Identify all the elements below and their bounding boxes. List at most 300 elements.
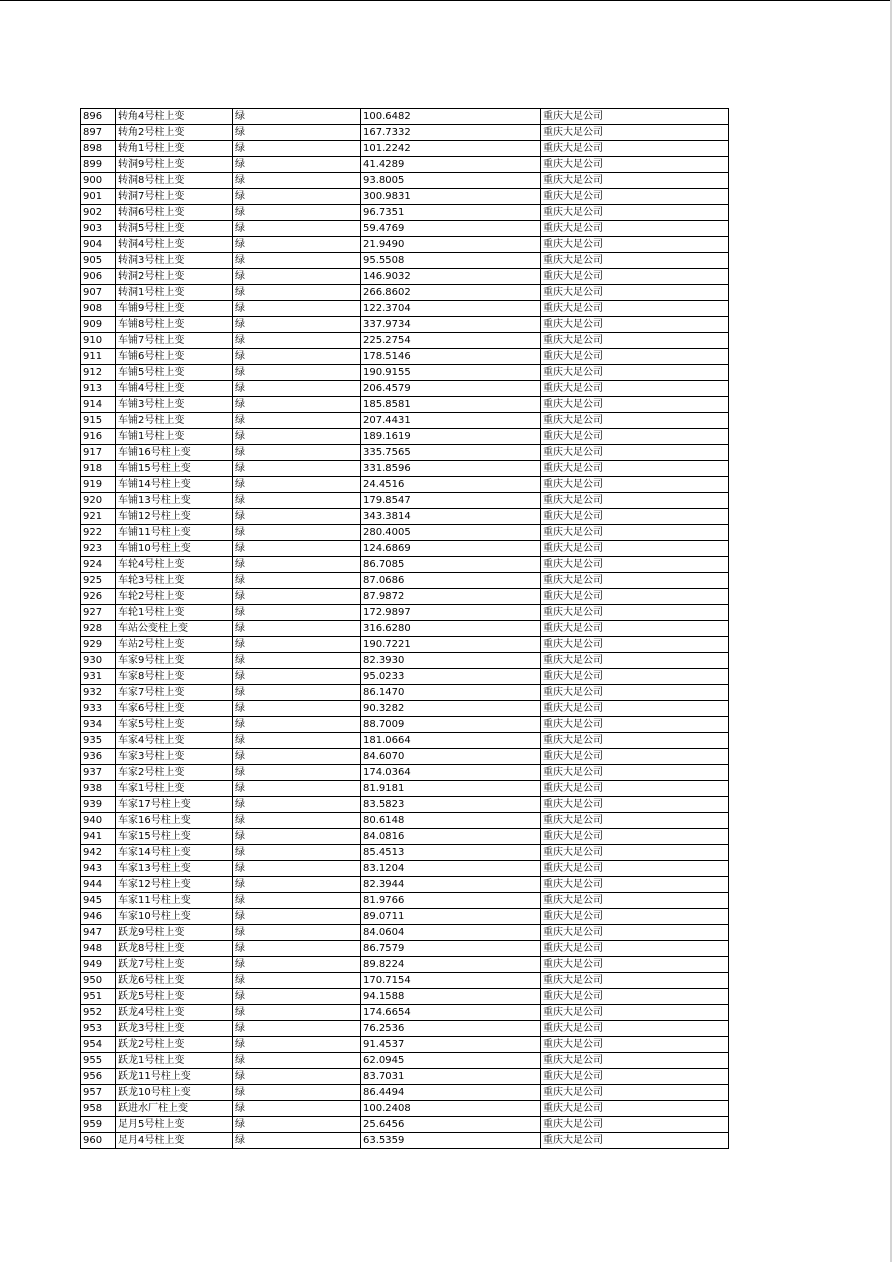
- transformer-name-cell: 跃龙3号柱上变: [116, 1021, 233, 1037]
- value-cell: 170.7154: [361, 973, 541, 989]
- company-cell: 重庆大足公司: [541, 701, 729, 717]
- transformer-name-cell: 车站公变柱上变: [116, 621, 233, 637]
- value-cell: 96.7351: [361, 205, 541, 221]
- company-cell: 重庆大足公司: [541, 397, 729, 413]
- transformer-name-cell: 车铺11号柱上变: [116, 525, 233, 541]
- table-row: [81, 125, 729, 141]
- company-cell: 重庆大足公司: [541, 1021, 729, 1037]
- company-cell: 重庆大足公司: [541, 781, 729, 797]
- table-row: [81, 781, 729, 797]
- value-cell: 95.0233: [361, 669, 541, 685]
- transformer-name-cell: 跃龙2号柱上变: [116, 1037, 233, 1053]
- value-cell: 89.8224: [361, 957, 541, 973]
- row-number-cell: 907: [81, 285, 116, 301]
- row-number-cell: 933: [81, 701, 116, 717]
- company-cell: 重庆大足公司: [541, 861, 729, 877]
- table-row: [81, 813, 729, 829]
- status-level-cell: 绿: [233, 909, 361, 925]
- company-cell: 重庆大足公司: [541, 301, 729, 317]
- value-cell: 82.3930: [361, 653, 541, 669]
- status-level-cell: 绿: [233, 173, 361, 189]
- table-row: [81, 701, 729, 717]
- company-cell: 重庆大足公司: [541, 333, 729, 349]
- company-cell: 重庆大足公司: [541, 461, 729, 477]
- value-cell: 124.6869: [361, 541, 541, 557]
- value-cell: 94.1588: [361, 989, 541, 1005]
- table-row: [81, 157, 729, 173]
- status-level-cell: 绿: [233, 749, 361, 765]
- table-row: [81, 909, 729, 925]
- transformer-name-cell: 车铺4号柱上变: [116, 381, 233, 397]
- table-row: [81, 349, 729, 365]
- row-number-cell: 938: [81, 781, 116, 797]
- value-cell: 62.0945: [361, 1053, 541, 1069]
- row-number-cell: 959: [81, 1117, 116, 1133]
- row-number-cell: 909: [81, 317, 116, 333]
- transformer-name-cell: 车站2号柱上变: [116, 637, 233, 653]
- transformer-name-cell: 车铺15号柱上变: [116, 461, 233, 477]
- value-cell: 84.0604: [361, 925, 541, 941]
- table-row: [81, 589, 729, 605]
- transformer-name-cell: 车铺16号柱上变: [116, 445, 233, 461]
- table-row: [81, 1021, 729, 1037]
- status-level-cell: 绿: [233, 589, 361, 605]
- row-number-cell: 951: [81, 989, 116, 1005]
- value-cell: 86.4494: [361, 1085, 541, 1101]
- status-level-cell: 绿: [233, 717, 361, 733]
- company-cell: 重庆大足公司: [541, 589, 729, 605]
- company-cell: 重庆大足公司: [541, 1085, 729, 1101]
- transformer-name-cell: 跃龙11号柱上变: [116, 1069, 233, 1085]
- transformer-name-cell: 车家2号柱上变: [116, 765, 233, 781]
- company-cell: 重庆大足公司: [541, 269, 729, 285]
- status-level-cell: 绿: [233, 349, 361, 365]
- transformer-name-cell: 车铺9号柱上变: [116, 301, 233, 317]
- transformer-name-cell: 车家16号柱上变: [116, 813, 233, 829]
- value-cell: 86.1470: [361, 685, 541, 701]
- value-cell: 190.9155: [361, 365, 541, 381]
- status-level-cell: 绿: [233, 109, 361, 125]
- value-cell: 86.7579: [361, 941, 541, 957]
- table-row: [81, 1005, 729, 1021]
- company-cell: 重庆大足公司: [541, 349, 729, 365]
- row-number-cell: 899: [81, 157, 116, 173]
- transformer-name-cell: 转洞7号柱上变: [116, 189, 233, 205]
- table-row: [81, 109, 729, 125]
- table-row: [81, 1133, 729, 1149]
- status-level-cell: 绿: [233, 813, 361, 829]
- status-level-cell: 绿: [233, 493, 361, 509]
- transformer-name-cell: 转洞9号柱上变: [116, 157, 233, 173]
- transformer-name-cell: 转洞6号柱上变: [116, 205, 233, 221]
- company-cell: 重庆大足公司: [541, 221, 729, 237]
- row-number-cell: 949: [81, 957, 116, 973]
- status-level-cell: 绿: [233, 365, 361, 381]
- company-cell: 重庆大足公司: [541, 381, 729, 397]
- table-row: [81, 141, 729, 157]
- value-cell: 225.2754: [361, 333, 541, 349]
- row-number-cell: 917: [81, 445, 116, 461]
- table-row: [81, 269, 729, 285]
- row-number-cell: 911: [81, 349, 116, 365]
- status-level-cell: 绿: [233, 557, 361, 573]
- transformer-name-cell: 跃龙8号柱上变: [116, 941, 233, 957]
- transformer-name-cell: 跃龙9号柱上变: [116, 925, 233, 941]
- status-level-cell: 绿: [233, 1005, 361, 1021]
- row-number-cell: 930: [81, 653, 116, 669]
- status-level-cell: 绿: [233, 237, 361, 253]
- transformer-name-cell: 车家3号柱上变: [116, 749, 233, 765]
- row-number-cell: 902: [81, 205, 116, 221]
- status-level-cell: 绿: [233, 253, 361, 269]
- table-row: [81, 893, 729, 909]
- status-level-cell: 绿: [233, 925, 361, 941]
- status-level-cell: 绿: [233, 861, 361, 877]
- row-number-cell: 926: [81, 589, 116, 605]
- value-cell: 100.6482: [361, 109, 541, 125]
- table-row: [81, 1069, 729, 1085]
- status-level-cell: 绿: [233, 573, 361, 589]
- value-cell: 190.7221: [361, 637, 541, 653]
- transformer-name-cell: 车家14号柱上变: [116, 845, 233, 861]
- company-cell: 重庆大足公司: [541, 285, 729, 301]
- page-top-border: [0, 0, 892, 1]
- company-cell: 重庆大足公司: [541, 813, 729, 829]
- table-row: [81, 957, 729, 973]
- table-row: [81, 765, 729, 781]
- value-cell: 181.0664: [361, 733, 541, 749]
- status-level-cell: 绿: [233, 1085, 361, 1101]
- value-cell: 87.0686: [361, 573, 541, 589]
- value-cell: 21.9490: [361, 237, 541, 253]
- transformer-name-cell: 足月4号柱上变: [116, 1133, 233, 1149]
- status-level-cell: 绿: [233, 125, 361, 141]
- table-row: [81, 861, 729, 877]
- row-number-cell: 900: [81, 173, 116, 189]
- transformer-name-cell: 车轮1号柱上变: [116, 605, 233, 621]
- table-row: [81, 1101, 729, 1117]
- value-cell: 80.6148: [361, 813, 541, 829]
- table-row: [81, 445, 729, 461]
- status-level-cell: 绿: [233, 1053, 361, 1069]
- company-cell: 重庆大足公司: [541, 1053, 729, 1069]
- row-number-cell: 915: [81, 413, 116, 429]
- transformer-name-cell: 转角4号柱上变: [116, 109, 233, 125]
- status-level-cell: 绿: [233, 877, 361, 893]
- table-row: [81, 605, 729, 621]
- table-row: [81, 653, 729, 669]
- company-cell: 重庆大足公司: [541, 797, 729, 813]
- table-row: [81, 285, 729, 301]
- row-number-cell: 921: [81, 509, 116, 525]
- transformer-name-cell: 车铺12号柱上变: [116, 509, 233, 525]
- row-number-cell: 932: [81, 685, 116, 701]
- status-level-cell: 绿: [233, 221, 361, 237]
- company-cell: 重庆大足公司: [541, 365, 729, 381]
- table-row: [81, 461, 729, 477]
- status-level-cell: 绿: [233, 781, 361, 797]
- transformer-name-cell: 车铺14号柱上变: [116, 477, 233, 493]
- company-cell: 重庆大足公司: [541, 413, 729, 429]
- row-number-cell: 953: [81, 1021, 116, 1037]
- status-level-cell: 绿: [233, 765, 361, 781]
- status-level-cell: 绿: [233, 893, 361, 909]
- transformer-name-cell: 车家6号柱上变: [116, 701, 233, 717]
- row-number-cell: 934: [81, 717, 116, 733]
- table-row: [81, 973, 729, 989]
- table-row: [81, 381, 729, 397]
- company-cell: 重庆大足公司: [541, 765, 729, 781]
- company-cell: 重庆大足公司: [541, 557, 729, 573]
- table-row: [81, 221, 729, 237]
- value-cell: 83.7031: [361, 1069, 541, 1085]
- value-cell: 90.3282: [361, 701, 541, 717]
- row-number-cell: 940: [81, 813, 116, 829]
- table-row: [81, 877, 729, 893]
- row-number-cell: 898: [81, 141, 116, 157]
- row-number-cell: 943: [81, 861, 116, 877]
- row-number-cell: 939: [81, 797, 116, 813]
- value-cell: 83.1204: [361, 861, 541, 877]
- value-cell: 83.5823: [361, 797, 541, 813]
- transformer-name-cell: 转洞3号柱上变: [116, 253, 233, 269]
- status-level-cell: 绿: [233, 301, 361, 317]
- value-cell: 88.7009: [361, 717, 541, 733]
- company-cell: 重庆大足公司: [541, 637, 729, 653]
- status-level-cell: 绿: [233, 941, 361, 957]
- company-cell: 重庆大足公司: [541, 141, 729, 157]
- transformer-name-cell: 跃进水厂柱上变: [116, 1101, 233, 1117]
- row-number-cell: 920: [81, 493, 116, 509]
- value-cell: 93.8005: [361, 173, 541, 189]
- transformer-name-cell: 车家12号柱上变: [116, 877, 233, 893]
- transformer-name-cell: 车铺6号柱上变: [116, 349, 233, 365]
- transformer-name-cell: 车铺8号柱上变: [116, 317, 233, 333]
- table-row: [81, 573, 729, 589]
- value-cell: 122.3704: [361, 301, 541, 317]
- value-cell: 335.7565: [361, 445, 541, 461]
- company-cell: 重庆大足公司: [541, 909, 729, 925]
- row-number-cell: 916: [81, 429, 116, 445]
- row-number-cell: 919: [81, 477, 116, 493]
- row-number-cell: 925: [81, 573, 116, 589]
- company-cell: 重庆大足公司: [541, 717, 729, 733]
- transformer-name-cell: 车轮3号柱上变: [116, 573, 233, 589]
- table-row: [81, 509, 729, 525]
- company-cell: 重庆大足公司: [541, 445, 729, 461]
- status-level-cell: 绿: [233, 333, 361, 349]
- table-row: [81, 525, 729, 541]
- row-number-cell: 912: [81, 365, 116, 381]
- value-cell: 343.3814: [361, 509, 541, 525]
- company-cell: 重庆大足公司: [541, 605, 729, 621]
- value-cell: 179.8547: [361, 493, 541, 509]
- value-cell: 24.4516: [361, 477, 541, 493]
- value-cell: 178.5146: [361, 349, 541, 365]
- row-number-cell: 897: [81, 125, 116, 141]
- row-number-cell: 941: [81, 829, 116, 845]
- company-cell: 重庆大足公司: [541, 573, 729, 589]
- table-row: [81, 685, 729, 701]
- status-level-cell: 绿: [233, 477, 361, 493]
- status-level-cell: 绿: [233, 269, 361, 285]
- table-row: [81, 253, 729, 269]
- table-row: [81, 1053, 729, 1069]
- transformer-name-cell: 车铺7号柱上变: [116, 333, 233, 349]
- value-cell: 84.6070: [361, 749, 541, 765]
- value-cell: 91.4537: [361, 1037, 541, 1053]
- row-number-cell: 936: [81, 749, 116, 765]
- table-row: [81, 925, 729, 941]
- row-number-cell: 914: [81, 397, 116, 413]
- value-cell: 146.9032: [361, 269, 541, 285]
- table-row: [81, 669, 729, 685]
- table-row: [81, 477, 729, 493]
- row-number-cell: 908: [81, 301, 116, 317]
- status-level-cell: 绿: [233, 1133, 361, 1149]
- table-row: [81, 189, 729, 205]
- status-level-cell: 绿: [233, 285, 361, 301]
- transformer-name-cell: 车铺13号柱上变: [116, 493, 233, 509]
- company-cell: 重庆大足公司: [541, 157, 729, 173]
- row-number-cell: 942: [81, 845, 116, 861]
- status-level-cell: 绿: [233, 525, 361, 541]
- table-row: [81, 1085, 729, 1101]
- status-level-cell: 绿: [233, 1069, 361, 1085]
- row-number-cell: 947: [81, 925, 116, 941]
- table-row: [81, 637, 729, 653]
- transformer-name-cell: 转角2号柱上变: [116, 125, 233, 141]
- value-cell: 300.9831: [361, 189, 541, 205]
- row-number-cell: 922: [81, 525, 116, 541]
- value-cell: 101.2242: [361, 141, 541, 157]
- value-cell: 316.6280: [361, 621, 541, 637]
- company-cell: 重庆大足公司: [541, 525, 729, 541]
- row-number-cell: 923: [81, 541, 116, 557]
- row-number-cell: 950: [81, 973, 116, 989]
- company-cell: 重庆大足公司: [541, 1101, 729, 1117]
- table-row: [81, 541, 729, 557]
- transformer-name-cell: 车家15号柱上变: [116, 829, 233, 845]
- transformer-name-cell: 足月5号柱上变: [116, 1117, 233, 1133]
- value-cell: 331.8596: [361, 461, 541, 477]
- status-level-cell: 绿: [233, 1021, 361, 1037]
- status-level-cell: 绿: [233, 189, 361, 205]
- transformer-name-cell: 车轮2号柱上变: [116, 589, 233, 605]
- value-cell: 85.4513: [361, 845, 541, 861]
- company-cell: 重庆大足公司: [541, 237, 729, 253]
- status-level-cell: 绿: [233, 397, 361, 413]
- transformer-name-cell: 车家13号柱上变: [116, 861, 233, 877]
- row-number-cell: 910: [81, 333, 116, 349]
- row-number-cell: 931: [81, 669, 116, 685]
- transformer-name-cell: 跃龙10号柱上变: [116, 1085, 233, 1101]
- table-row: [81, 941, 729, 957]
- table-row: [81, 797, 729, 813]
- table-row: [81, 1117, 729, 1133]
- company-cell: 重庆大足公司: [541, 205, 729, 221]
- row-number-cell: 946: [81, 909, 116, 925]
- status-level-cell: 绿: [233, 541, 361, 557]
- transformer-name-cell: 车家5号柱上变: [116, 717, 233, 733]
- row-number-cell: 955: [81, 1053, 116, 1069]
- value-cell: 81.9181: [361, 781, 541, 797]
- status-level-cell: 绿: [233, 141, 361, 157]
- row-number-cell: 901: [81, 189, 116, 205]
- table-row: [81, 205, 729, 221]
- transformer-name-cell: 车家9号柱上变: [116, 653, 233, 669]
- value-cell: 266.8602: [361, 285, 541, 301]
- status-level-cell: 绿: [233, 845, 361, 861]
- row-number-cell: 952: [81, 1005, 116, 1021]
- table-row: [81, 1037, 729, 1053]
- transformer-name-cell: 车家4号柱上变: [116, 733, 233, 749]
- table-row: [81, 237, 729, 253]
- status-level-cell: 绿: [233, 461, 361, 477]
- company-cell: 重庆大足公司: [541, 845, 729, 861]
- row-number-cell: 924: [81, 557, 116, 573]
- row-number-cell: 928: [81, 621, 116, 637]
- table-row: [81, 333, 729, 349]
- transformer-name-cell: 转洞4号柱上变: [116, 237, 233, 253]
- company-cell: 重庆大足公司: [541, 493, 729, 509]
- value-cell: 280.4005: [361, 525, 541, 541]
- status-level-cell: 绿: [233, 205, 361, 221]
- transformer-name-cell: 转洞1号柱上变: [116, 285, 233, 301]
- status-level-cell: 绿: [233, 1037, 361, 1053]
- transformer-name-cell: 跃龙4号柱上变: [116, 1005, 233, 1021]
- transformer-name-cell: 转洞2号柱上变: [116, 269, 233, 285]
- table-row: [81, 429, 729, 445]
- status-level-cell: 绿: [233, 829, 361, 845]
- company-cell: 重庆大足公司: [541, 989, 729, 1005]
- company-cell: 重庆大足公司: [541, 253, 729, 269]
- value-cell: 174.0364: [361, 765, 541, 781]
- table-row: [81, 829, 729, 845]
- company-cell: 重庆大足公司: [541, 1133, 729, 1149]
- transformer-name-cell: 车铺1号柱上变: [116, 429, 233, 445]
- status-level-cell: 绿: [233, 797, 361, 813]
- row-number-cell: 927: [81, 605, 116, 621]
- company-cell: 重庆大足公司: [541, 109, 729, 125]
- value-cell: 167.7332: [361, 125, 541, 141]
- transformer-name-cell: 车家7号柱上变: [116, 685, 233, 701]
- transformer-name-cell: 车家10号柱上变: [116, 909, 233, 925]
- table-row: [81, 557, 729, 573]
- row-number-cell: 935: [81, 733, 116, 749]
- status-level-cell: 绿: [233, 1101, 361, 1117]
- row-number-cell: 958: [81, 1101, 116, 1117]
- company-cell: 重庆大足公司: [541, 429, 729, 445]
- status-level-cell: 绿: [233, 509, 361, 525]
- value-cell: 82.3944: [361, 877, 541, 893]
- status-level-cell: 绿: [233, 445, 361, 461]
- value-cell: 185.8581: [361, 397, 541, 413]
- company-cell: 重庆大足公司: [541, 877, 729, 893]
- company-cell: 重庆大足公司: [541, 621, 729, 637]
- status-level-cell: 绿: [233, 957, 361, 973]
- company-cell: 重庆大足公司: [541, 1037, 729, 1053]
- company-cell: 重庆大足公司: [541, 957, 729, 973]
- value-cell: 207.4431: [361, 413, 541, 429]
- value-cell: 86.7085: [361, 557, 541, 573]
- transformer-name-cell: 车家1号柱上变: [116, 781, 233, 797]
- company-cell: 重庆大足公司: [541, 1117, 729, 1133]
- status-level-cell: 绿: [233, 605, 361, 621]
- value-cell: 41.4289: [361, 157, 541, 173]
- company-cell: 重庆大足公司: [541, 1069, 729, 1085]
- transformer-name-cell: 转洞5号柱上变: [116, 221, 233, 237]
